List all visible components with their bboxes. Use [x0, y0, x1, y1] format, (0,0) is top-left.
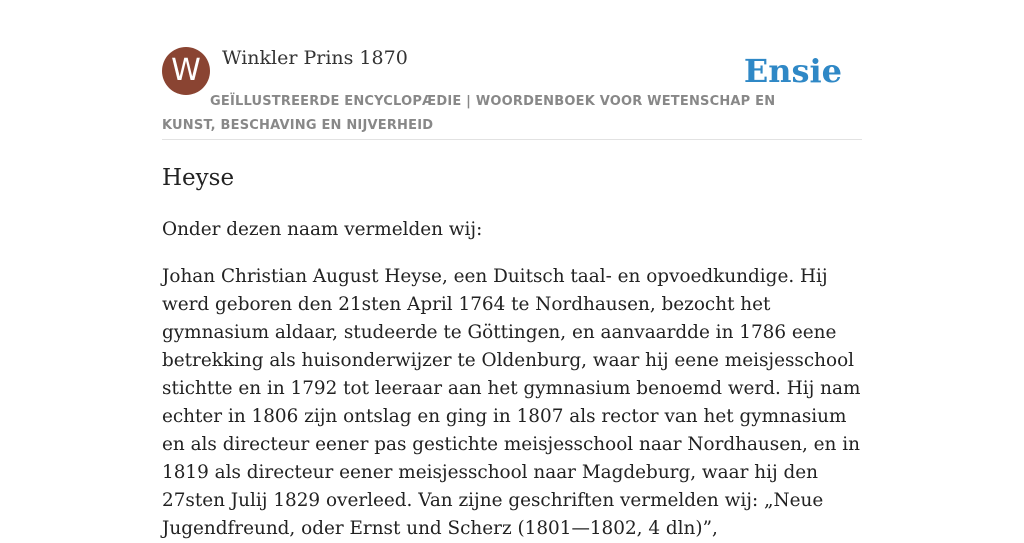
- source-header: [162, 46, 862, 140]
- article-paragraph: Onder dezen naam vermelden wij:: [162, 219, 483, 240]
- source-title[interactable]: Winkler Prins 1870: [222, 47, 408, 69]
- article-body: [162, 162, 862, 543]
- source-subtitle: GEÏLLUSTREERDE ENCYCLOPÆDIE | WOORDENBOEK VOOR WETENSCHAP EN KUNST, BESCHAVING EN NIJVERHEID: [162, 94, 776, 133]
- article-paragraph: Johan Christian August Heyse, een Duitsch taal- en opvoedkundige. Hij werd geboren den 21sten April 1764 te Nordhausen, bezocht het gymnasium aldaar, studeerde te Göttingen, en aanvaardde in 1786 eene betrekking als huisonderwijzer te Oldenburg, waar hij eene meisjesschool stichtte en in 1792 tot leeraar aan het gymnasium benoemd werd. Hij nam echter in 1806 zijn ontslag en ging in 1807 als rector van het gymnasium en als directeur eener pas gestichte meisjesschool naar Nordhausen, en in 1819 als directeur eener meisjesschool naar Magdeburg, waar hij den 27sten Julij 1829 overleed. Van zijne geschriften vermelden wij: „Neue Jugendfreund, oder Ernst und Scherz (1801—1802, 4 dln)”,: [162, 266, 861, 539]
- source-avatar[interactable]: W: [162, 47, 210, 95]
- entry-title: Heyse: [162, 165, 235, 191]
- brand-logo[interactable]: Ensie: [743, 52, 842, 90]
